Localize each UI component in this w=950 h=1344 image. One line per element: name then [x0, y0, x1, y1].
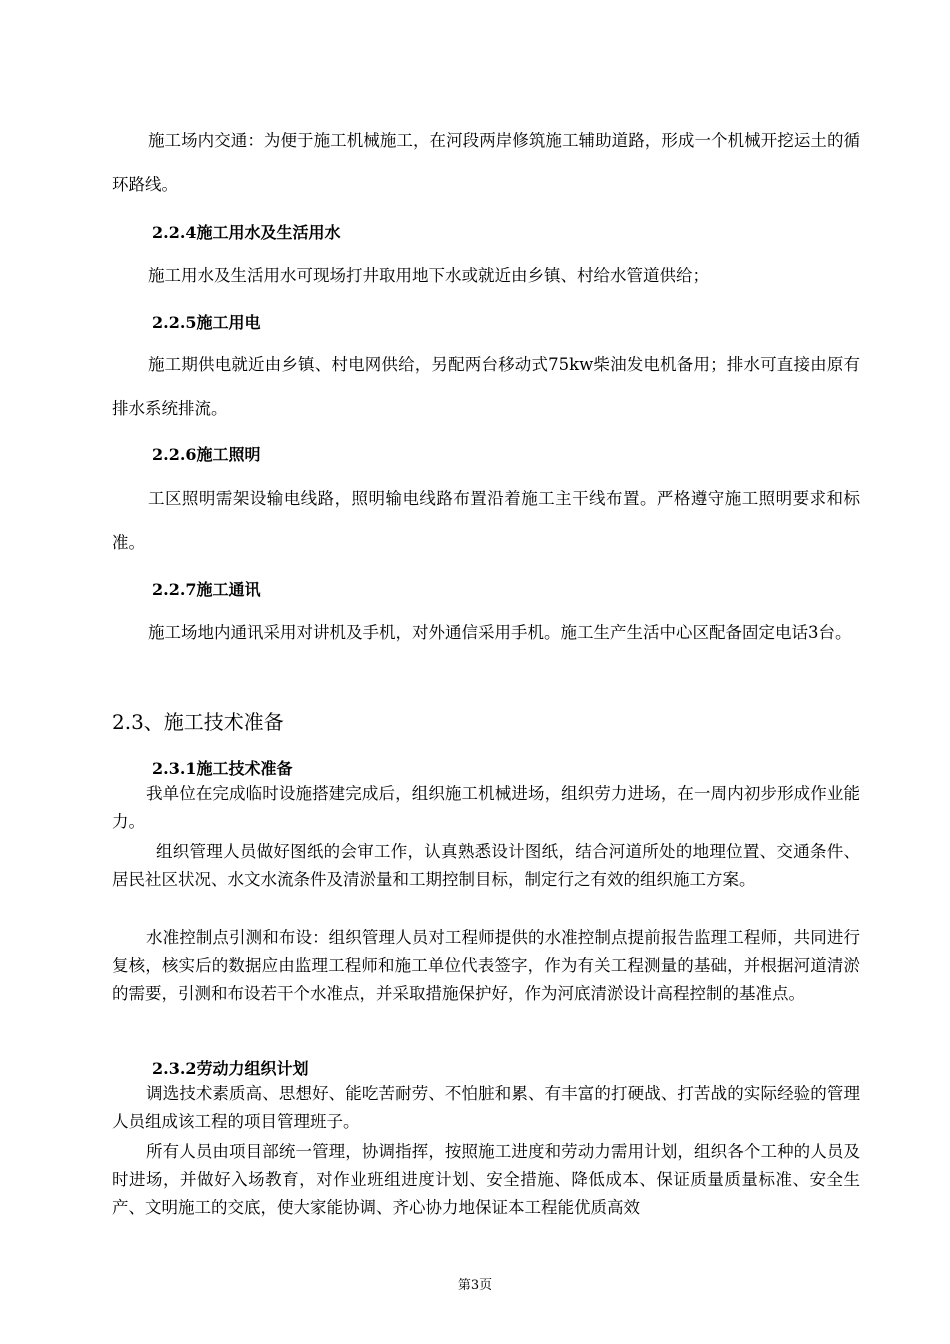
paragraph-benchmark: 水准控制点引测和布设：组织管理人员对工程师提供的水准控制点提前报告监理工程师，共同进行复核，核实后的数据应由监理工程师和施工单位代表签字，作为有关工程测量的基础，并根据河道清淤的需要，引测和布设若干个水准点，并采取措施保护好，作为河底清淤设计高程控制的基准点。	[112, 928, 860, 1003]
section-heading-2-3: 2.3、施工技术准备	[112, 710, 284, 734]
paragraph-site-traffic: 施工场内交通：为便于施工机械施工，在河段两岸修筑施工辅助道路，形成一个机械开挖运土的循环路线。	[112, 131, 860, 194]
heading-2-2-5: 2.2.5施工用电	[152, 313, 261, 332]
paragraph-lighting: 工区照明需架设输电线路，照明输电线路布置沿着施工主干线布置。严格遵守施工照明要求和标准。	[112, 489, 860, 552]
paragraph-power-supply: 施工期供电就近由乡镇、村电网供给，另配两台移动式75kw柴油发电机备用；排水可直接由原有排水系统排流。	[112, 355, 860, 418]
heading-2-2-4: 2.2.4施工用水及生活用水	[152, 223, 341, 242]
paragraph-labor-team: 调选技术素质高、思想好、能吃苦耐劳、不怕脏和累、有丰富的打硬战、打苦战的实际经验的管理人员组成该工程的项目管理班子。	[112, 1084, 860, 1131]
page-number: 第3页	[457, 1278, 493, 1293]
paragraph-water-supply: 施工用水及生活用水可现场打井取用地下水或就近由乡镇、村给水管道供给；	[148, 266, 709, 285]
heading-2-2-7: 2.2.7施工通讯	[152, 580, 261, 599]
paragraph-labor-management: 所有人员由项目部统一管理，协调指挥，按照施工进度和劳动力需用计划，组织各个工种的人员及时进场，并做好入场教育，对作业班组进度计划、安全措施、降低成本、保证质量质量标准、安全生产、文明施工的交底，使大家能协调、齐心协力地保证本工程能优质高效	[112, 1142, 860, 1217]
paragraph-drawing-review: 组织管理人员做好图纸的会审工作，认真熟悉设计图纸，结合河道所处的地理位置、交通条件、居民社区状况、水文水流条件及清淤量和工期控制目标，制定行之有效的组织施工方案。	[112, 842, 860, 889]
heading-2-3-2: 2.3.2劳动力组织计划	[152, 1059, 309, 1078]
paragraph-mobilization: 我单位在完成临时设施搭建完成后，组织施工机械进场，组织劳力进场，在一周内初步形成作业能力。	[112, 784, 860, 831]
paragraph-communication: 施工场地内通讯采用对讲机及手机，对外通信采用手机。施工生产生活中心区配备固定电话3台。	[148, 623, 852, 642]
heading-2-3-1: 2.3.1施工技术准备	[152, 759, 293, 778]
heading-2-2-6: 2.2.6施工照明	[152, 445, 261, 464]
